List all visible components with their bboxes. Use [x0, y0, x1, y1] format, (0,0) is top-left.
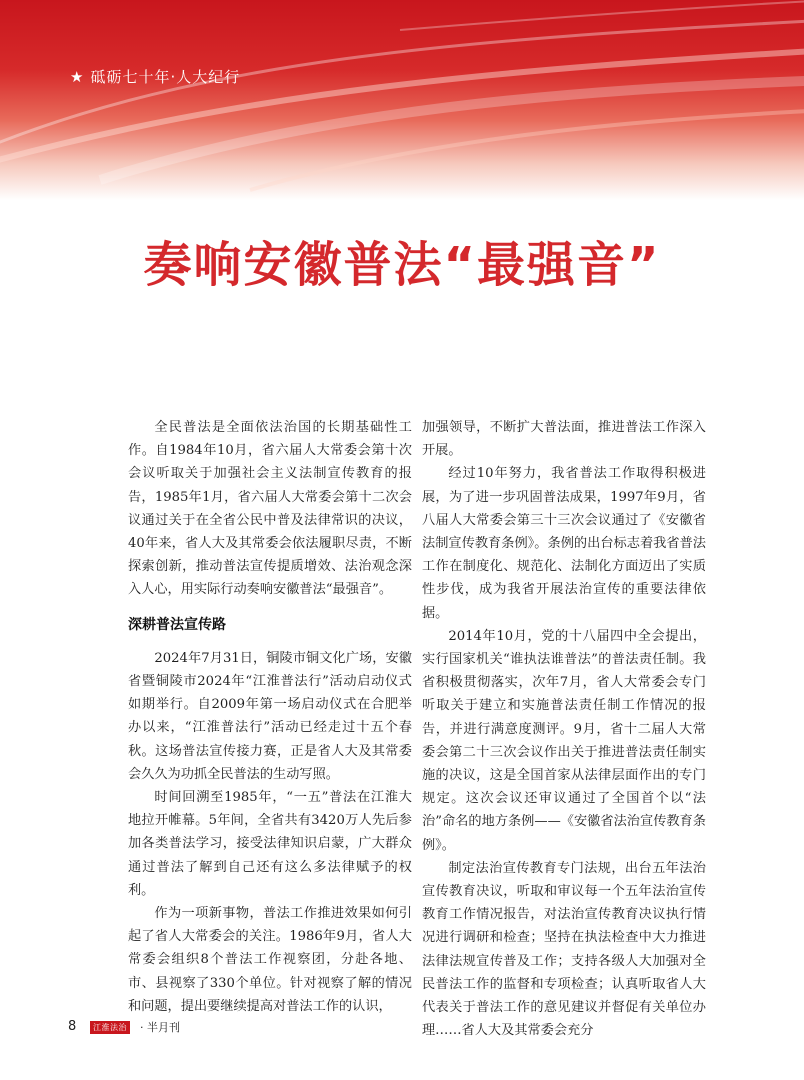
- paragraph-continued: 加强领导，不断扩大普法面，推进普法工作深入开展。: [422, 420, 706, 459]
- banner-light-streaks: [0, 0, 804, 200]
- paragraph: 2014年10月，党的十八届四中全会提出，实行国家机关“谁执法谁普法”的普法责任制。我省积极贯彻落实，次年7月，省人大常委会专门听取关于建立和实施普法责任制工作情况的报告，并进行满意度测评。9月，省十二届人大常委会第二十三次会议作出关于推进普法责任制实施的决议，这是全国首家从法律层面作出的专门规定。这次会议还审议通过了全国首个以“法治”命名的地方条例——《安徽省法治宣传教育条例》。: [422, 628, 706, 853]
- section-label: [70, 66, 240, 87]
- page-number: 8: [68, 1019, 77, 1034]
- paragraph: 制定法治宣传教育专门法规，出台五年法治宣传教育决议，听取和审议每一个五年法治宣传教育工作情况报告，对法治宣传教育决议执行情况进行调研和检查；坚持在执法检查中大力推进法律法规宣传普及工作；支持各级人大加强对全民普法工作的监督和专项检查；认真听取省人大代表关于普法工作的意见建议并督促有关单位办理……省人大及其常委会充分: [422, 860, 706, 1039]
- section-label-text: 砥砺七十年·人大纪行: [90, 68, 241, 86]
- paragraph: 经过10年努力，我省普法工作取得积极进展，为了进一步巩固普法成果，1997年9月，省八届人大常委会第三十三次会议通过了《安徽省法制宣传教育条例》。条例的出台标志着我省普法工作在制度化、规范化、法制化方面迈出了实质性步伐，成为我省开展法治宣传的重要法律依据。: [422, 466, 706, 621]
- star-icon: ★: [70, 67, 85, 86]
- paragraph: 时间回溯至1985年，“一五”普法在江淮大地拉开帷幕。5年间，全省共有3420万人先后参加各类普法学习，接受法律知识启蒙，广大群众通过普法了解到自己还有这么多法律赋予的权利。: [128, 790, 412, 898]
- issue-type: · 半月刊: [140, 1021, 180, 1034]
- article-title: 奏响安徽普法“最强音”: [143, 237, 661, 293]
- subheading: 深耕普法宣传路: [128, 616, 226, 633]
- header-banner: [0, 0, 804, 200]
- article-column-right: [422, 416, 706, 1042]
- paragraph: 作为一项新事物，普法工作推进效果如何引起了省人大常委会的关注。1986年9月，省人大常委会组织8个普法工作视察团，分赴各地、市、县视察了330个单位。针对视察了解的情况和问题，提出要继续提高对普法工作的认识，: [128, 906, 412, 1014]
- paragraph: 2024年7月31日，铜陵市铜文化广场，安徽省暨铜陵市2024年“江淮普法行”活动启动仪式如期举行。自2009年第一场启动仪式在合肥举办以来，“江淮普法行”活动已经走过十五个春秋。这场普法宣传接力赛，正是省人大及其常委会久久为功抓全民普法的生动写照。: [128, 650, 412, 782]
- article-column-left: [128, 416, 412, 1018]
- magazine-logo: 江淮法治: [90, 1021, 130, 1034]
- paragraph: 全民普法是全面依法治国的长期基础性工作。自1984年10月，省六届人大常委会第十次会议听取关于加强社会主义法制宣传教育的报告，1985年1月，省六届人大常委会第十二次会议通过关于在全省公民中普及法律常识的决议，40年来，省人大及其常委会依法履职尽责，不断探索创新，推动普法宣传提质增效、法治观念深入人心，用实际行动奏响安徽普法“最强音”。: [128, 420, 412, 598]
